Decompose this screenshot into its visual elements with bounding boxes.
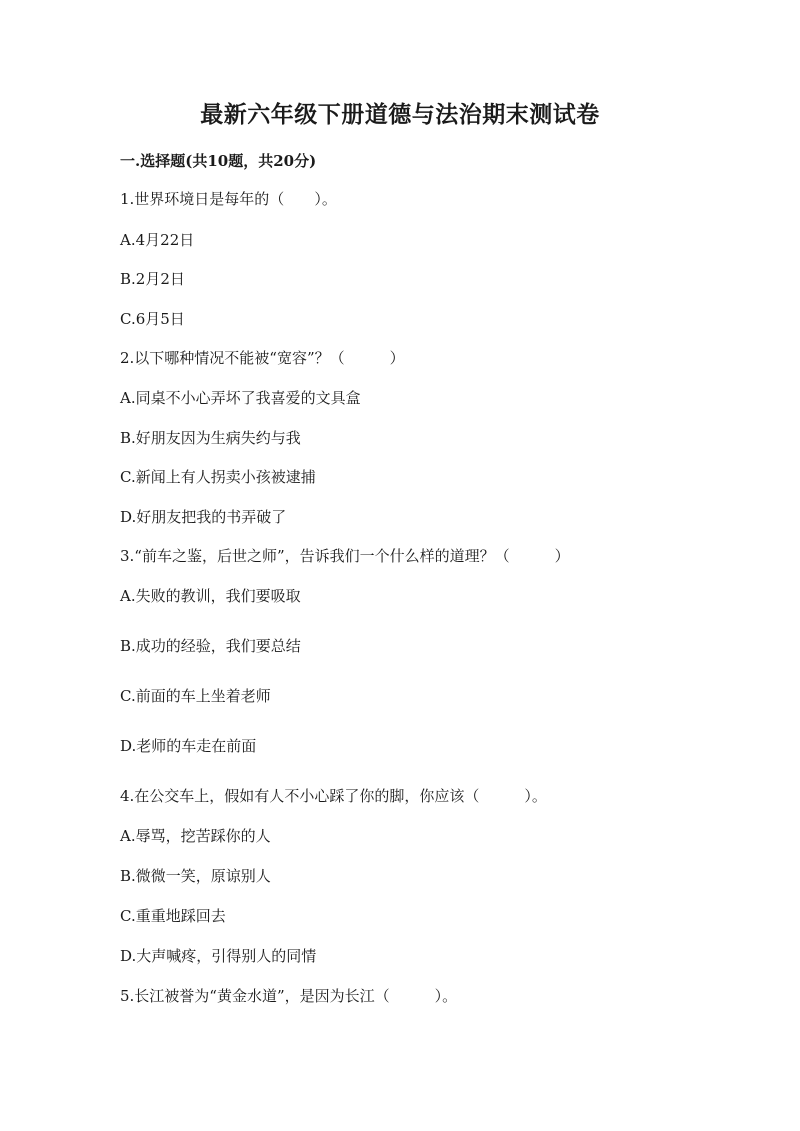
question-1-option-a: A.4月22日 bbox=[120, 231, 195, 249]
question-4-option-a: A.辱骂，挖苦踩你的人 bbox=[120, 827, 271, 845]
question-3-option-b: B.成功的经验，我们要总结 bbox=[120, 637, 301, 655]
question-1-stem: 1.世界环境日是每年的（ ）。 bbox=[120, 190, 337, 208]
question-4-option-d: D.大声喊疼，引得别人的同情 bbox=[120, 947, 317, 965]
question-2-option-b: B.好朋友因为生病失约与我 bbox=[120, 429, 301, 447]
page-title: 最新六年级下册道德与法治期末测试卷 bbox=[200, 101, 600, 128]
question-4-option-b: B.微微一笑，原谅别人 bbox=[120, 867, 271, 885]
question-1-option-c: C.6月5日 bbox=[120, 310, 185, 328]
question-3-option-d: D.老师的车走在前面 bbox=[120, 737, 257, 755]
question-4-stem: 4.在公交车上，假如有人不小心踩了你的脚，你应该（ ）。 bbox=[120, 787, 547, 805]
question-3-option-a: A.失败的教训，我们要吸取 bbox=[120, 587, 301, 605]
question-3-stem: 3.“前车之鉴，后世之师”，告诉我们一个什么样的道理？（ ） bbox=[120, 547, 570, 565]
question-2-option-a: A.同桌不小心弄坏了我喜爱的文具盒 bbox=[120, 389, 361, 407]
question-2-option-d: D.好朋友把我的书弄破了 bbox=[120, 508, 287, 526]
question-4-option-c: C.重重地踩回去 bbox=[120, 907, 226, 925]
question-1-option-b: B.2月2日 bbox=[120, 270, 185, 288]
section-heading: 一.选择题(共10题，共20分) bbox=[120, 152, 317, 170]
question-2-stem: 2.以下哪种情况不能被“宽容”？（ ） bbox=[120, 349, 405, 367]
question-5-stem: 5.长江被誉为“黄金水道”，是因为长江（ ）。 bbox=[120, 987, 458, 1005]
question-2-option-c: C.新闻上有人拐卖小孩被逮捕 bbox=[120, 468, 316, 486]
question-3-option-c: C.前面的车上坐着老师 bbox=[120, 687, 271, 705]
